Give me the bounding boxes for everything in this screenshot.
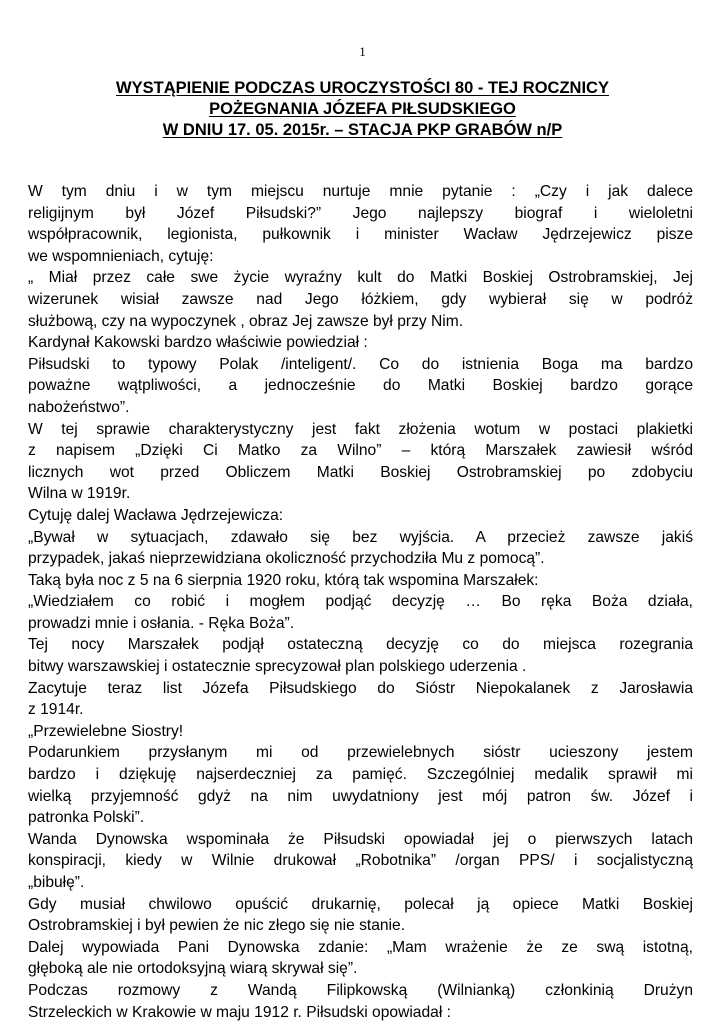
text-line: „bibułę”. [28,874,85,891]
text-line: W tym dniu i w tym miejscu nurtuje mnie pytanie : „Czy i jak dalece [28,183,693,200]
text-line: patronka Polski”. [28,809,145,827]
text-line: Podczas rozmowy z Wandą Filipkowską (Wilnianką) członkinią Drużyn [28,981,693,999]
text-line: Podarunkiem przysłanym mi od przewielebnych sióstr ucieszony jestem [28,744,693,762]
page-number: 1 [359,44,366,59]
text-line: Wanda Dynowska wspominała że Piłsudski opowiadał jej o pierwszych latach [28,830,693,848]
text-line: licznych wot przed Obliczem Matki Boskiej Ostrobramskiej po zdobyciu [28,463,693,481]
title-line-1: WYSTĄPIENIE PODCZAS UROCZYSTOŚCI 80 - TEJ ROCZNICY [116,79,609,97]
text-line: Taką była noc z 5 na 6 sierpnia 1920 roku, którą tak wspomina Marszałek: [28,571,539,589]
text-line: bitwy warszawskiej i ostatecznie sprecyzował plan polskiego uderzenia . [28,658,527,676]
text-line: służbową, czy na wypoczynek , obraz Jej zawsze był przy Nim. [28,312,464,330]
text-line: z 1914r. [28,701,84,719]
text-line: „Wiedziałem co robić i mogłem podjąć decyzję … Bo ręka Boża działa, [28,593,693,611]
text-line: „ Miał przez całe swe życie wyraźny kult do Matki Boskiej Ostrobramskiej, Jej [28,269,693,287]
text-line: prowadzi mnie i osłania. - Ręka Boża”. [28,614,295,632]
text-line: Tej nocy Marszałek podjął ostateczną decyzję co do miejsca rozegrania [28,636,693,654]
body-text [28,181,693,1023]
text-line: konspiracji, kiedy w Wilnie drukował „Robotnika” /organ PPS/ i socjalistyczną [28,852,693,870]
text-line: Cytuję dalej Wacława Jędrzejewicza: [28,506,284,524]
text-line: Wilna w 1919r. [28,485,131,503]
text-line: współpracownik, legionista, pułkownik i minister Wacław Jędrzejewicz pisze [28,226,693,244]
text-line: Gdy musiał chwilowo opuścić drukarnię, polecał ją opiece Matki Boskiej [28,895,693,913]
text-line: W tej sprawie charakterystyczny jest fakt złożenia wotum w postaci plakietki [28,420,693,438]
text-line: bardzo i dziękuję najserdeczniej za pamięć. Szczególniej medalik sprawił mi [28,766,693,784]
text-line: z napisem „Dzięki Ci Matko za Wilno” – którą Marszałek zawiesił wśród [28,442,693,460]
text-line: religijnym był Józef Piłsudski?” Jego najlepszy biograf i wieloletni [28,204,693,222]
title-line-3: W DNIU 17. 05. 2015r. – STACJA PKP GRABÓW n/P [162,121,563,139]
text-line: przypadek, jakaś nieprzewidziana okoliczność przychodziła Mu z pomocą”. [28,550,545,568]
text-line: poważne wątpliwości, a jednocześnie do Matki Boskiej bardzo gorące [28,377,693,395]
text-line: we wspomnieniach, cytuję: [28,247,214,265]
title-line-2: POŻEGNANIA JÓZEFA PIŁSUDSKIEGO [209,100,516,118]
text-line: Dalej wypowiada Pani Dynowska zdanie: „Mam wrażenie że ze swą istotną, [28,938,693,956]
text-line: Zacytuje teraz list Józefa Piłsudskiego do Sióstr Niepokalanek z Jarosławia [28,679,693,697]
text-line: „Bywał w sytuacjach, zdawało się bez wyjścia. A przecież zawsze jakiś [28,528,693,546]
text-line: Ostrobramskiej i był pewien że nic złego się nie stanie. [28,917,406,935]
text-line: „Przewielebne Siostry! [28,722,184,740]
document-title [28,78,697,141]
text-line: głęboką ale nie ortodoksyjną wiarą skrywał się”. [28,960,358,978]
text-line: wielką przyjemność gdyż na nim uwydatniony jest mój patron św. Józef i [28,787,693,805]
text-line: nabożeństwo”. [28,398,130,416]
text-line: wizerunek wisiał zawsze nad Jego łóżkiem, gdy wybierał się w podróż [28,290,693,308]
text-line: Piłsudski to typowy Polak /inteligent/. Co do istnienia Boga ma bardzo [28,355,693,373]
text-line: Strzeleckich w Krakowie w maju 1912 r. Piłsudski opowiadał : [28,1003,451,1021]
text-line: Kardynał Kakowski bardzo właściwie powiedział : [28,334,368,352]
